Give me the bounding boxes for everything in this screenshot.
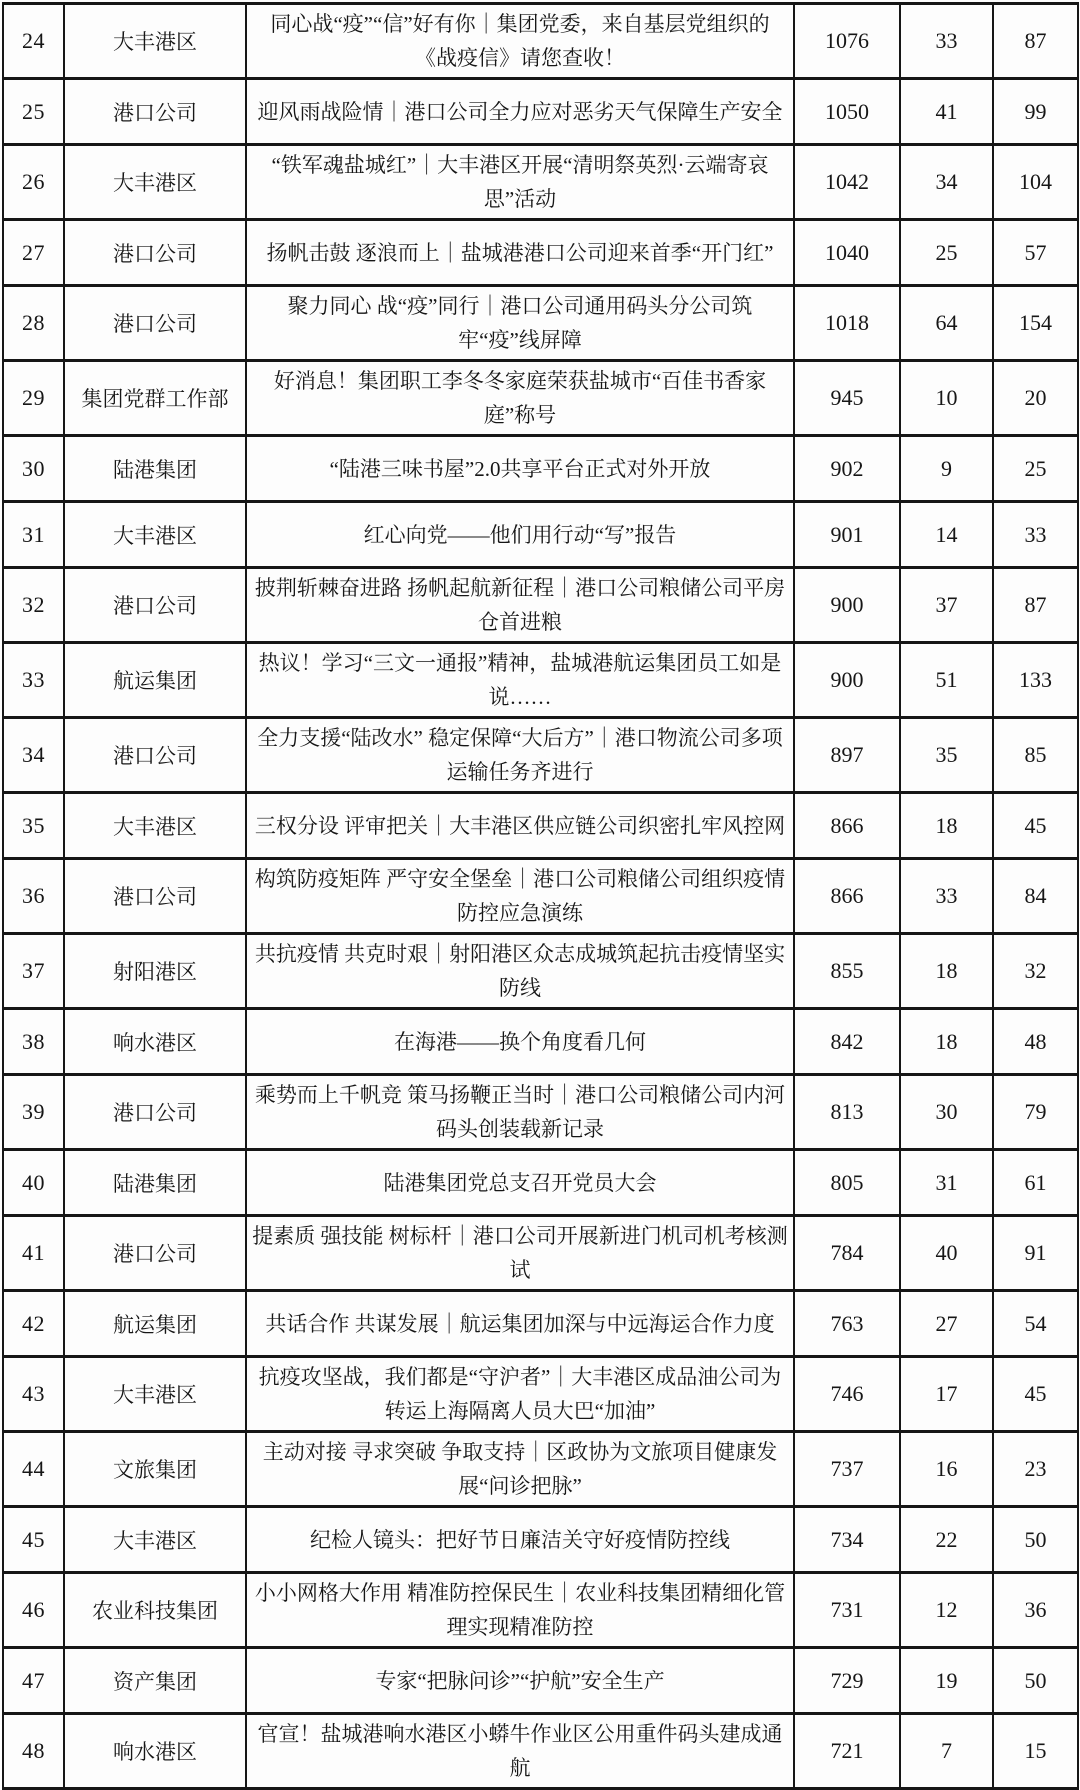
title-cell: 小小网格大作用 精准防控保民生｜农业科技集团精细化管理实现精准防控: [246, 1573, 794, 1648]
metric-2-cell: 64: [900, 286, 993, 361]
department-cell: 集团党群工作部: [64, 361, 246, 436]
department-cell: 港口公司: [64, 718, 246, 793]
metric-1-cell: 734: [794, 1507, 900, 1573]
department-cell: 射阳港区: [64, 934, 246, 1009]
metric-3-cell: 61: [993, 1150, 1078, 1216]
metric-1-cell: 731: [794, 1573, 900, 1648]
metric-2-cell: 16: [900, 1432, 993, 1507]
table-row: [3, 4, 1078, 79]
metric-3-cell: 85: [993, 718, 1078, 793]
metric-1-cell: 1076: [794, 4, 900, 79]
metric-3-cell: 91: [993, 1216, 1078, 1291]
table-row: [3, 934, 1078, 1009]
metric-2-cell: 10: [900, 361, 993, 436]
metric-2-cell: 18: [900, 1009, 993, 1075]
metric-1-cell: 945: [794, 361, 900, 436]
table-row: [3, 1075, 1078, 1150]
metric-2-cell: 18: [900, 793, 993, 859]
rank-cell: 25: [3, 79, 64, 145]
rank-cell: 32: [3, 568, 64, 643]
rank-cell: 26: [3, 145, 64, 220]
metric-2-cell: 17: [900, 1357, 993, 1432]
rank-cell: 40: [3, 1150, 64, 1216]
rank-cell: 47: [3, 1648, 64, 1714]
metric-2-cell: 19: [900, 1648, 993, 1714]
metric-1-cell: 866: [794, 793, 900, 859]
metric-2-cell: 25: [900, 220, 993, 286]
article-stats-table-body: [3, 4, 1078, 1789]
department-cell: 大丰港区: [64, 4, 246, 79]
department-cell: 大丰港区: [64, 145, 246, 220]
rank-cell: 31: [3, 502, 64, 568]
metric-2-cell: 33: [900, 4, 993, 79]
department-cell: 航运集团: [64, 643, 246, 718]
title-cell: 提素质 强技能 树标杆｜港口公司开展新进门机司机考核测试: [246, 1216, 794, 1291]
department-cell: 港口公司: [64, 286, 246, 361]
department-cell: 大丰港区: [64, 1507, 246, 1573]
rank-cell: 45: [3, 1507, 64, 1573]
metric-3-cell: 99: [993, 79, 1078, 145]
metric-1-cell: 855: [794, 934, 900, 1009]
department-cell: 文旅集团: [64, 1432, 246, 1507]
metric-1-cell: 813: [794, 1075, 900, 1150]
metric-1-cell: 1040: [794, 220, 900, 286]
table-row: [3, 568, 1078, 643]
table-row: [3, 1009, 1078, 1075]
rank-cell: 27: [3, 220, 64, 286]
table-row: [3, 1432, 1078, 1507]
department-cell: 陆港集团: [64, 1150, 246, 1216]
department-cell: 港口公司: [64, 859, 246, 934]
metric-3-cell: 15: [993, 1714, 1078, 1789]
metric-1-cell: 729: [794, 1648, 900, 1714]
table-row: [3, 1648, 1078, 1714]
metric-1-cell: 805: [794, 1150, 900, 1216]
metric-3-cell: 48: [993, 1009, 1078, 1075]
title-cell: 构筑防疫矩阵 严守安全堡垒｜港口公司粮储公司组织疫情防控应急演练: [246, 859, 794, 934]
metric-1-cell: 902: [794, 436, 900, 502]
metric-1-cell: 1050: [794, 79, 900, 145]
title-cell: 披荆斩棘奋进路 扬帆起航新征程｜港口公司粮储公司平房仓首进粮: [246, 568, 794, 643]
title-cell: 同心战“疫”“信”好有你｜集团党委，来自基层党组织的《战疫信》请您查收！: [246, 4, 794, 79]
department-cell: 港口公司: [64, 568, 246, 643]
title-cell: 热议！学习“三文一通报”精神，盐城港航运集团员工如是说……: [246, 643, 794, 718]
metric-3-cell: 57: [993, 220, 1078, 286]
metric-3-cell: 87: [993, 4, 1078, 79]
metric-2-cell: 27: [900, 1291, 993, 1357]
title-cell: 迎风雨战险情｜港口公司全力应对恶劣天气保障生产安全: [246, 79, 794, 145]
metric-3-cell: 20: [993, 361, 1078, 436]
metric-1-cell: 1042: [794, 145, 900, 220]
metric-2-cell: 7: [900, 1714, 993, 1789]
title-cell: 主动对接 寻求突破 争取支持｜区政协为文旅项目健康发展“问诊把脉”: [246, 1432, 794, 1507]
metric-2-cell: 51: [900, 643, 993, 718]
metric-1-cell: 897: [794, 718, 900, 793]
metric-3-cell: 154: [993, 286, 1078, 361]
rank-cell: 42: [3, 1291, 64, 1357]
metric-3-cell: 23: [993, 1432, 1078, 1507]
title-cell: 官宣！盐城港响水港区小蟒牛作业区公用重件码头建成通航: [246, 1714, 794, 1789]
rank-cell: 34: [3, 718, 64, 793]
table-row: [3, 859, 1078, 934]
metric-1-cell: 737: [794, 1432, 900, 1507]
rank-cell: 37: [3, 934, 64, 1009]
rank-cell: 35: [3, 793, 64, 859]
table-row: [3, 793, 1078, 859]
metric-2-cell: 22: [900, 1507, 993, 1573]
metric-3-cell: 50: [993, 1507, 1078, 1573]
title-cell: 好消息！集团职工李冬冬家庭荣获盐城市“百佳书香家庭”称号: [246, 361, 794, 436]
table-row: [3, 286, 1078, 361]
metric-1-cell: 763: [794, 1291, 900, 1357]
title-cell: 乘势而上千帆竞 策马扬鞭正当时｜港口公司粮储公司内河码头创装载新记录: [246, 1075, 794, 1150]
metric-1-cell: 746: [794, 1357, 900, 1432]
department-cell: 大丰港区: [64, 502, 246, 568]
metric-3-cell: 84: [993, 859, 1078, 934]
metric-2-cell: 14: [900, 502, 993, 568]
title-cell: “陆港三味书屋”2.0共享平台正式对外开放: [246, 436, 794, 502]
department-cell: 农业科技集团: [64, 1573, 246, 1648]
table-row: [3, 1573, 1078, 1648]
rank-cell: 39: [3, 1075, 64, 1150]
title-cell: 聚力同心 战“疫”同行｜港口公司通用码头分公司筑牢“疫”线屏障: [246, 286, 794, 361]
metric-3-cell: 33: [993, 502, 1078, 568]
department-cell: 响水港区: [64, 1714, 246, 1789]
rank-cell: 33: [3, 643, 64, 718]
metric-2-cell: 9: [900, 436, 993, 502]
rank-cell: 44: [3, 1432, 64, 1507]
table-row: [3, 1507, 1078, 1573]
metric-2-cell: 35: [900, 718, 993, 793]
title-cell: 陆港集团党总支召开党员大会: [246, 1150, 794, 1216]
metric-1-cell: 901: [794, 502, 900, 568]
title-cell: 抗疫攻坚战，我们都是“守沪者”｜大丰港区成品油公司为转运上海隔离人员大巴“加油”: [246, 1357, 794, 1432]
department-cell: 港口公司: [64, 1075, 246, 1150]
rank-cell: 36: [3, 859, 64, 934]
title-cell: 纪检人镜头：把好节日廉洁关守好疫情防控线: [246, 1507, 794, 1573]
rank-cell: 38: [3, 1009, 64, 1075]
rank-cell: 41: [3, 1216, 64, 1291]
table-row: [3, 79, 1078, 145]
rank-cell: 43: [3, 1357, 64, 1432]
metric-2-cell: 41: [900, 79, 993, 145]
metric-3-cell: 45: [993, 1357, 1078, 1432]
rank-cell: 28: [3, 286, 64, 361]
title-cell: 在海港——换个角度看几何: [246, 1009, 794, 1075]
title-cell: “铁军魂盐城红”｜大丰港区开展“清明祭英烈·云端寄哀思”活动: [246, 145, 794, 220]
metric-1-cell: 1018: [794, 286, 900, 361]
rank-cell: 48: [3, 1714, 64, 1789]
title-cell: 全力支援“陆改水” 稳定保障“大后方”｜港口物流公司多项运输任务齐进行: [246, 718, 794, 793]
department-cell: 港口公司: [64, 1216, 246, 1291]
metric-2-cell: 30: [900, 1075, 993, 1150]
title-cell: 三权分设 评审把关｜大丰港区供应链公司织密扎牢风控网: [246, 793, 794, 859]
table-row: [3, 361, 1078, 436]
table-row: [3, 1357, 1078, 1432]
department-cell: 陆港集团: [64, 436, 246, 502]
table-row: [3, 145, 1078, 220]
metric-2-cell: 31: [900, 1150, 993, 1216]
metric-3-cell: 25: [993, 436, 1078, 502]
metric-1-cell: 866: [794, 859, 900, 934]
department-cell: 大丰港区: [64, 1357, 246, 1432]
metric-3-cell: 36: [993, 1573, 1078, 1648]
metric-3-cell: 32: [993, 934, 1078, 1009]
metric-2-cell: 33: [900, 859, 993, 934]
metric-3-cell: 50: [993, 1648, 1078, 1714]
rank-cell: 46: [3, 1573, 64, 1648]
department-cell: 资产集团: [64, 1648, 246, 1714]
rank-cell: 29: [3, 361, 64, 436]
title-cell: 专家“把脉问诊”“护航”安全生产: [246, 1648, 794, 1714]
metric-1-cell: 900: [794, 568, 900, 643]
table-row: [3, 1150, 1078, 1216]
metric-3-cell: 87: [993, 568, 1078, 643]
article-stats-table: [2, 2, 1079, 1790]
rank-cell: 30: [3, 436, 64, 502]
department-cell: 港口公司: [64, 79, 246, 145]
table-row: [3, 502, 1078, 568]
metric-1-cell: 842: [794, 1009, 900, 1075]
metric-3-cell: 54: [993, 1291, 1078, 1357]
metric-3-cell: 45: [993, 793, 1078, 859]
table-row: [3, 220, 1078, 286]
metric-3-cell: 104: [993, 145, 1078, 220]
metric-1-cell: 721: [794, 1714, 900, 1789]
metric-3-cell: 79: [993, 1075, 1078, 1150]
title-cell: 共话合作 共谋发展｜航运集团加深与中远海运合作力度: [246, 1291, 794, 1357]
title-cell: 扬帆击鼓 逐浪而上｜盐城港港口公司迎来首季“开门红”: [246, 220, 794, 286]
table-row: [3, 1291, 1078, 1357]
department-cell: 航运集团: [64, 1291, 246, 1357]
metric-3-cell: 133: [993, 643, 1078, 718]
rank-cell: 24: [3, 4, 64, 79]
department-cell: 响水港区: [64, 1009, 246, 1075]
metric-1-cell: 784: [794, 1216, 900, 1291]
department-cell: 大丰港区: [64, 793, 246, 859]
table-row: [3, 718, 1078, 793]
metric-1-cell: 900: [794, 643, 900, 718]
title-cell: 共抗疫情 共克时艰｜射阳港区众志成城筑起抗击疫情坚实防线: [246, 934, 794, 1009]
metric-2-cell: 37: [900, 568, 993, 643]
table-row: [3, 643, 1078, 718]
table-row: [3, 1216, 1078, 1291]
table-row: [3, 436, 1078, 502]
metric-2-cell: 34: [900, 145, 993, 220]
department-cell: 港口公司: [64, 220, 246, 286]
metric-2-cell: 18: [900, 934, 993, 1009]
metric-2-cell: 40: [900, 1216, 993, 1291]
metric-2-cell: 12: [900, 1573, 993, 1648]
title-cell: 红心向党——他们用行动“写”报告: [246, 502, 794, 568]
